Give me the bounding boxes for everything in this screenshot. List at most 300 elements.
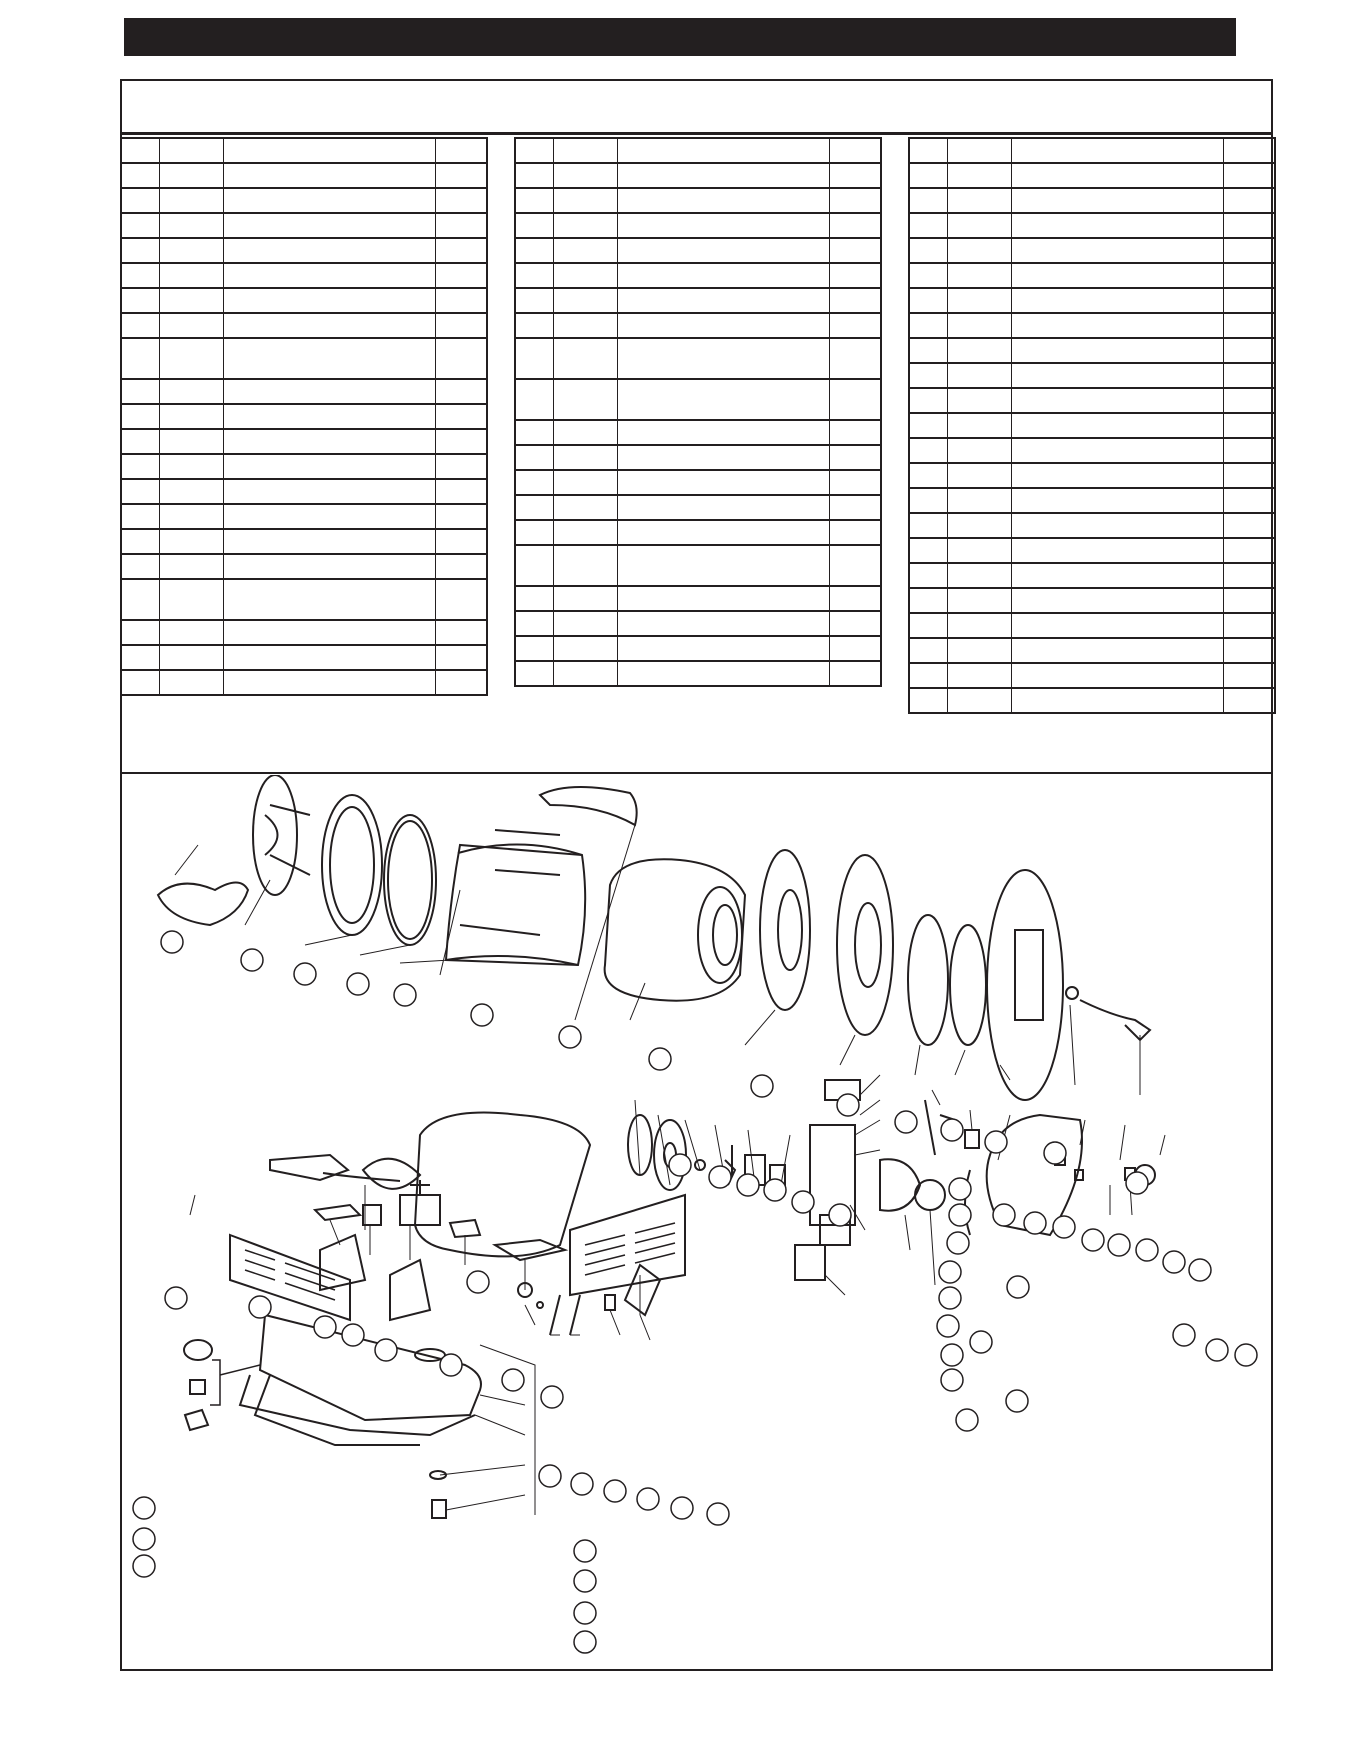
table-cell: [223, 645, 435, 670]
table-cell: [553, 338, 617, 379]
table-cell: [553, 661, 617, 686]
grommet-part: [1066, 987, 1078, 999]
table-cell: [909, 563, 947, 588]
table-cell: [159, 645, 223, 670]
table-cell: [159, 529, 223, 554]
table-cell: [909, 163, 947, 188]
table-cell: [1011, 388, 1223, 413]
table-row: [121, 620, 487, 645]
table-cell: [121, 579, 159, 620]
table-cell: [829, 379, 881, 420]
table-cell: [435, 620, 487, 645]
table-cell: [435, 645, 487, 670]
table-cell: [223, 263, 435, 288]
table-cell: [1223, 188, 1275, 213]
drain-nut-part: [185, 1410, 208, 1430]
table-cell: [515, 263, 553, 288]
table-cell: [1223, 413, 1275, 438]
table-cell: [159, 163, 223, 188]
table-cell: [553, 611, 617, 636]
table-row: [121, 213, 487, 238]
table-cell: [159, 188, 223, 213]
table-row: [909, 663, 1275, 688]
combustion-chamber-part: [605, 859, 745, 1000]
table-cell: [515, 238, 553, 263]
filter-part: [625, 1265, 660, 1315]
table-cell: [1223, 563, 1275, 588]
table-cell: [223, 313, 435, 338]
table-cell: [829, 263, 881, 288]
table-cell: [947, 488, 1011, 513]
parts-table-3: [908, 137, 1276, 714]
table-cell: [1011, 563, 1223, 588]
table-row: [121, 288, 487, 313]
table-cell: [947, 313, 1011, 338]
table-cell: [121, 429, 159, 454]
table-cell: [829, 138, 881, 163]
table-cell: [617, 445, 829, 470]
table-cell: [121, 238, 159, 263]
table-cell: [515, 495, 553, 520]
table-cell: [617, 611, 829, 636]
table-cell: [159, 238, 223, 263]
table-row: [121, 554, 487, 579]
table-cell: [947, 513, 1011, 538]
table-row: [515, 138, 881, 163]
table-cell: [435, 670, 487, 695]
table-cell: [435, 288, 487, 313]
parts-table-1: [120, 137, 488, 696]
table-cell: [909, 613, 947, 638]
table-row: [909, 263, 1275, 288]
table-row: [121, 529, 487, 554]
table-cell: [435, 554, 487, 579]
table-cell: [617, 495, 829, 520]
table-cell: [435, 338, 487, 379]
table-cell: [435, 429, 487, 454]
table-cell: [435, 454, 487, 479]
table-cell: [223, 404, 435, 429]
handle-part: [540, 787, 637, 825]
table-cell: [223, 579, 435, 620]
table-row: [909, 613, 1275, 638]
table-cell: [121, 645, 159, 670]
table-cell: [1011, 613, 1223, 638]
table-cell: [223, 163, 435, 188]
table-cell: [435, 579, 487, 620]
table-cell: [553, 545, 617, 586]
table-row: [121, 138, 487, 163]
table-cell: [909, 413, 947, 438]
table-row: [515, 661, 881, 686]
table-cell: [223, 454, 435, 479]
table-cell: [1223, 163, 1275, 188]
pump-part: [880, 1159, 920, 1210]
table-cell: [1223, 513, 1275, 538]
photocell-part: [965, 1130, 979, 1148]
table-cell: [515, 420, 553, 445]
table-row: [909, 463, 1275, 488]
table-cell: [1011, 313, 1223, 338]
table-cell: [159, 404, 223, 429]
table-cell: [1011, 263, 1223, 288]
table-cell: [553, 213, 617, 238]
table-row: [121, 579, 487, 620]
table-cell: [1011, 138, 1223, 163]
clip-part: [450, 1220, 480, 1237]
table-cell: [553, 520, 617, 545]
table-cell: [553, 495, 617, 520]
nozzle-adapter-part: [628, 1115, 652, 1175]
table-cell: [553, 636, 617, 661]
table-cell: [435, 479, 487, 504]
table-cell: [223, 529, 435, 554]
table-cell: [159, 620, 223, 645]
table-row: [121, 504, 487, 529]
table-row: [515, 636, 881, 661]
table-cell: [159, 479, 223, 504]
table-row: [121, 263, 487, 288]
table-row: [515, 545, 881, 586]
table-cell: [435, 504, 487, 529]
table-cell: [829, 213, 881, 238]
table-row: [515, 611, 881, 636]
table-cell: [121, 404, 159, 429]
table-cell: [1011, 688, 1223, 713]
table-cell: [617, 661, 829, 686]
table-cell: [515, 520, 553, 545]
table-cell: [829, 163, 881, 188]
table-cell: [909, 238, 947, 263]
table-cell: [121, 288, 159, 313]
parts-table-2: [514, 137, 882, 687]
table-cell: [947, 438, 1011, 463]
table-cell: [223, 188, 435, 213]
table-cell: [515, 138, 553, 163]
table-row: [909, 413, 1275, 438]
table-cell: [121, 504, 159, 529]
table-cell: [223, 504, 435, 529]
table-cell: [1011, 288, 1223, 313]
table-cell: [1223, 488, 1275, 513]
lower-shell-part: [415, 1113, 590, 1257]
table-cell: [121, 529, 159, 554]
table-row: [515, 288, 881, 313]
table-cell: [553, 238, 617, 263]
table-cell: [1223, 688, 1275, 713]
table-cell: [223, 338, 435, 379]
table-row: [121, 479, 487, 504]
table-cell: [829, 586, 881, 611]
table-cell: [553, 379, 617, 420]
table-row: [909, 163, 1275, 188]
table-cell: [947, 663, 1011, 688]
table-cell: [909, 288, 947, 313]
table-cell: [617, 545, 829, 586]
section-divider: [120, 772, 1273, 774]
table-cell: [121, 479, 159, 504]
front-plate-part: [837, 855, 893, 1035]
table-cell: [435, 213, 487, 238]
table-cell: [1223, 638, 1275, 663]
table-cell: [1223, 588, 1275, 613]
table-row: [909, 188, 1275, 213]
table-cell: [515, 338, 553, 379]
table-cell: [1223, 313, 1275, 338]
header-bar: [124, 18, 1236, 56]
table-cell: [515, 586, 553, 611]
table-row: [121, 645, 487, 670]
base-frame-part: [240, 1375, 475, 1445]
table-cell: [909, 538, 947, 563]
title-strip: [120, 79, 1273, 135]
table-cell: [121, 670, 159, 695]
table-cell: [829, 611, 881, 636]
table-row: [909, 388, 1275, 413]
table-cell: [223, 213, 435, 238]
small-plate-part: [363, 1205, 381, 1225]
table-cell: [435, 404, 487, 429]
table-cell: [617, 163, 829, 188]
guard-grill-part: [253, 775, 297, 895]
motor-part: [400, 1195, 440, 1225]
bolt-part: [432, 1500, 446, 1518]
small-gasket-part: [908, 915, 948, 1045]
table-cell: [1223, 663, 1275, 688]
table-cell: [909, 313, 947, 338]
table-cell: [515, 288, 553, 313]
table-cell: [435, 238, 487, 263]
table-cell: [159, 429, 223, 454]
table-cell: [1011, 588, 1223, 613]
table-cell: [515, 213, 553, 238]
table-cell: [159, 670, 223, 695]
table-cell: [909, 488, 947, 513]
table-row: [909, 538, 1275, 563]
table-cell: [1011, 463, 1223, 488]
motor-bracket-part: [315, 1205, 360, 1220]
table-cell: [947, 338, 1011, 363]
table-cell: [553, 445, 617, 470]
table-cell: [617, 586, 829, 611]
table-cell: [829, 445, 881, 470]
table-cell: [1011, 163, 1223, 188]
cap-washer-part: [537, 1302, 543, 1308]
table-cell: [515, 163, 553, 188]
table-row: [121, 379, 487, 404]
table-cell: [947, 138, 1011, 163]
table-cell: [829, 338, 881, 379]
table-row: [515, 263, 881, 288]
table-cell: [121, 620, 159, 645]
table-cell: [159, 379, 223, 404]
table-cell: [159, 554, 223, 579]
table-cell: [1223, 438, 1275, 463]
table-row: [121, 163, 487, 188]
table-cell: [947, 188, 1011, 213]
table-cell: [617, 379, 829, 420]
table-cell: [617, 213, 829, 238]
table-cell: [617, 238, 829, 263]
table-cell: [1223, 213, 1275, 238]
table-cell: [159, 579, 223, 620]
table-cell: [947, 463, 1011, 488]
table-cell: [1011, 513, 1223, 538]
table-row: [515, 313, 881, 338]
table-row: [121, 238, 487, 263]
cover-part: [795, 1245, 825, 1280]
table-cell: [1011, 188, 1223, 213]
gauge-part: [605, 1295, 615, 1310]
table-cell: [435, 313, 487, 338]
table-cell: [1223, 238, 1275, 263]
table-row: [515, 495, 881, 520]
table-cell: [617, 520, 829, 545]
table-cell: [553, 288, 617, 313]
table-row: [121, 313, 487, 338]
table-row: [515, 163, 881, 188]
table-cell: [617, 313, 829, 338]
table-cell: [435, 263, 487, 288]
table-row: [121, 404, 487, 429]
table-cell: [617, 636, 829, 661]
table-cell: [1011, 238, 1223, 263]
table-cell: [947, 363, 1011, 388]
table-cell: [829, 470, 881, 495]
table-cell: [515, 545, 553, 586]
table-row: [515, 213, 881, 238]
table-cell: [223, 379, 435, 404]
table-cell: [515, 636, 553, 661]
table-cell: [553, 586, 617, 611]
power-cord-part: [1080, 1000, 1150, 1040]
table-cell: [617, 138, 829, 163]
table-cell: [947, 638, 1011, 663]
table-row: [515, 520, 881, 545]
solenoid-valve-part: [915, 1180, 945, 1210]
table-cell: [553, 313, 617, 338]
table-cell: [617, 470, 829, 495]
table-cell: [909, 388, 947, 413]
table-cell: [159, 454, 223, 479]
table-cell: [1223, 388, 1275, 413]
exploded-parts-diagram: [120, 775, 1273, 1669]
table-cell: [617, 263, 829, 288]
table-cell: [1223, 463, 1275, 488]
table-cell: [947, 563, 1011, 588]
table-cell: [121, 454, 159, 479]
table-cell: [515, 470, 553, 495]
table-cell: [1011, 438, 1223, 463]
table-cell: [617, 420, 829, 445]
table-row: [909, 338, 1275, 363]
support-bracket-part: [320, 1235, 365, 1290]
table-cell: [947, 413, 1011, 438]
table-cell: [909, 463, 947, 488]
table-cell: [947, 263, 1011, 288]
table-cell: [553, 188, 617, 213]
table-cell: [435, 529, 487, 554]
table-cell: [1223, 363, 1275, 388]
table-row: [909, 363, 1275, 388]
table-cell: [909, 263, 947, 288]
table-cell: [909, 363, 947, 388]
table-cell: [909, 138, 947, 163]
table-cell: [909, 688, 947, 713]
table-cell: [159, 288, 223, 313]
table-cell: [121, 138, 159, 163]
fan-blade-part: [270, 1155, 348, 1180]
table-row: [909, 638, 1275, 663]
table-cell: [121, 379, 159, 404]
table-cell: [1223, 138, 1275, 163]
table-cell: [947, 538, 1011, 563]
table-row: [515, 238, 881, 263]
end-panel-part: [987, 870, 1063, 1100]
table-cell: [159, 213, 223, 238]
table-cell: [553, 263, 617, 288]
fan-guard-part: [158, 883, 248, 926]
table-cell: [1011, 488, 1223, 513]
drain-fitting-part: [190, 1380, 205, 1394]
table-cell: [1011, 663, 1223, 688]
table-row: [909, 438, 1275, 463]
table-cell: [1223, 263, 1275, 288]
table-cell: [909, 438, 947, 463]
table-cell: [947, 588, 1011, 613]
table-cell: [159, 313, 223, 338]
table-cell: [223, 138, 435, 163]
table-cell: [121, 338, 159, 379]
table-row: [121, 429, 487, 454]
table-cell: [223, 670, 435, 695]
table-cell: [617, 288, 829, 313]
table-cell: [1223, 538, 1275, 563]
table-cell: [947, 213, 1011, 238]
table-cell: [223, 620, 435, 645]
table-cell: [829, 545, 881, 586]
table-cell: [223, 554, 435, 579]
table-row: [909, 213, 1275, 238]
table-cell: [435, 138, 487, 163]
table-row: [909, 288, 1275, 313]
table-row: [909, 513, 1275, 538]
table-cell: [515, 661, 553, 686]
table-row: [121, 670, 487, 695]
table-cell: [947, 388, 1011, 413]
table-row: [909, 563, 1275, 588]
table-cell: [947, 288, 1011, 313]
table-cell: [909, 663, 947, 688]
table-cell: [1223, 338, 1275, 363]
rear-louver-part: [230, 1235, 350, 1320]
table-cell: [223, 479, 435, 504]
table-cell: [829, 238, 881, 263]
table-cell: [223, 238, 435, 263]
table-cell: [515, 611, 553, 636]
table-cell: [435, 379, 487, 404]
table-cell: [121, 188, 159, 213]
table-cell: [515, 313, 553, 338]
table-cell: [159, 338, 223, 379]
table-row: [515, 445, 881, 470]
table-cell: [223, 288, 435, 313]
table-cell: [1223, 613, 1275, 638]
table-cell: [947, 688, 1011, 713]
table-cell: [121, 263, 159, 288]
table-cell: [909, 588, 947, 613]
table-cell: [617, 338, 829, 379]
